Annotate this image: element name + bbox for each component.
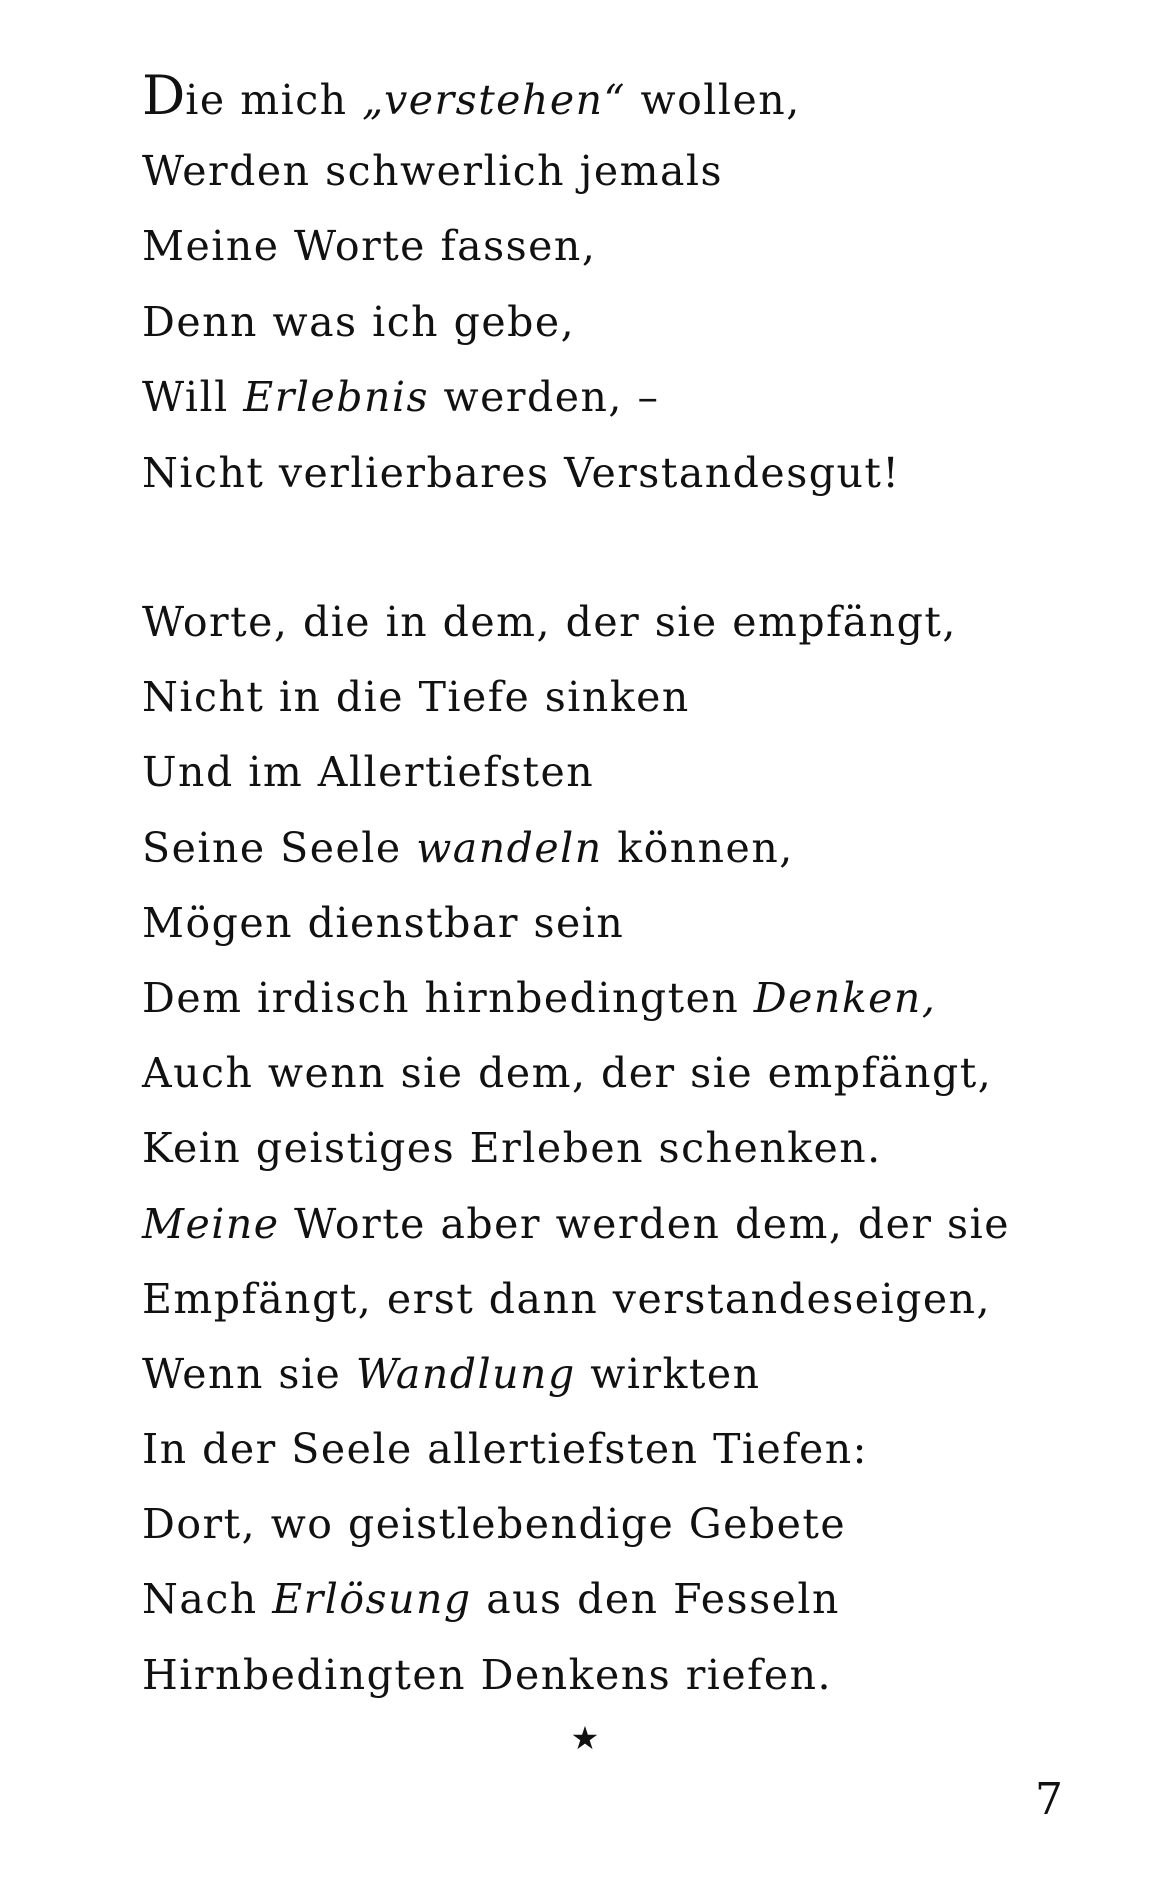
- poem-line: [142, 134, 1082, 210]
- poem-text: wollen,: [625, 76, 801, 124]
- poem-text: Hirnbedingten Denkens riefen.: [142, 1650, 833, 1699]
- poem-line: [142, 735, 1082, 810]
- poem-text: Worte aber werden dem, der sie: [279, 1199, 1010, 1248]
- poem-text: Worte, die in dem, der sie empfängt,: [142, 598, 957, 646]
- poem-text: wirkten: [575, 1349, 761, 1398]
- poem-text: Mögen dienstbar sein: [142, 898, 625, 947]
- poem-text: Nicht verlierbares Verstandesgut!: [142, 448, 901, 497]
- poem-line: [142, 1187, 1082, 1262]
- poem-line: [142, 1562, 1082, 1637]
- poem-line: [142, 436, 1082, 512]
- poem-text: Auch wenn sie dem, der sie empfängt,: [142, 1049, 993, 1098]
- poem-text: In der Seele allertiefsten Tiefen:: [142, 1425, 868, 1474]
- poem-line: [142, 1262, 1082, 1337]
- poem-text: Nach: [142, 1575, 273, 1624]
- poem-text: aus den Fesseln: [471, 1575, 840, 1624]
- poem-line: [142, 1638, 1082, 1713]
- poem-text-italic: „verstehen“: [362, 76, 626, 124]
- poem-text-italic: Denken,: [753, 973, 937, 1022]
- poem-line: [142, 1111, 1082, 1186]
- poem-line: [142, 961, 1082, 1036]
- poem-text: Werden schwerlich jemals: [142, 146, 724, 195]
- page-number: 7: [1035, 1774, 1063, 1825]
- poem-line: [142, 58, 1082, 134]
- poem-text: Meine Worte fassen,: [142, 222, 597, 270]
- poem-text: Empfängt, erst dann verstandeseigen,: [142, 1274, 992, 1323]
- poem-line: [142, 360, 1082, 436]
- poem-text: Dort, wo geistlebendige Gebete: [142, 1500, 847, 1549]
- poem-line: [142, 886, 1082, 961]
- poem-line: [142, 1337, 1082, 1412]
- poem-text: Will: [142, 373, 244, 421]
- poem-text-italic: Erlösung: [272, 1575, 472, 1624]
- poem-line: [142, 660, 1082, 735]
- poem-text: ie mich: [185, 76, 363, 124]
- poem-text: können,: [602, 823, 794, 872]
- poem-text: Dem irdisch hirnbedingten: [142, 973, 754, 1022]
- poem-line: [142, 209, 1082, 285]
- poem-text-italic: Wandlung: [355, 1349, 576, 1398]
- poem-text: Wenn sie: [142, 1349, 356, 1398]
- poem-line: [142, 1036, 1082, 1111]
- poem-line: [142, 811, 1082, 886]
- poem-line: [142, 285, 1082, 361]
- poem-line: [142, 1487, 1082, 1562]
- poem-line: [142, 1412, 1082, 1487]
- poem-text: Und im Allertiefsten: [142, 748, 595, 797]
- poem-stanza-1: [142, 58, 1082, 511]
- poem-text: Denn was ich gebe,: [142, 297, 576, 346]
- star-ornament-icon: ★: [570, 1719, 600, 1757]
- poem-text: Nicht in die Tiefe sinken: [142, 673, 690, 722]
- poem-text-italic: wandeln: [416, 823, 603, 872]
- poem-text: Kein geistiges Erleben schenken.: [142, 1124, 882, 1173]
- poem-text-italic: Meine: [142, 1199, 280, 1248]
- poem-text-italic: Erlebnis: [243, 373, 430, 421]
- poem-text: werden, –: [429, 373, 660, 421]
- drop-cap: D: [142, 64, 186, 127]
- poem-text: Seine Seele: [142, 823, 417, 872]
- poem-stanza-2: [142, 585, 1082, 1713]
- poem-line: [142, 585, 1082, 660]
